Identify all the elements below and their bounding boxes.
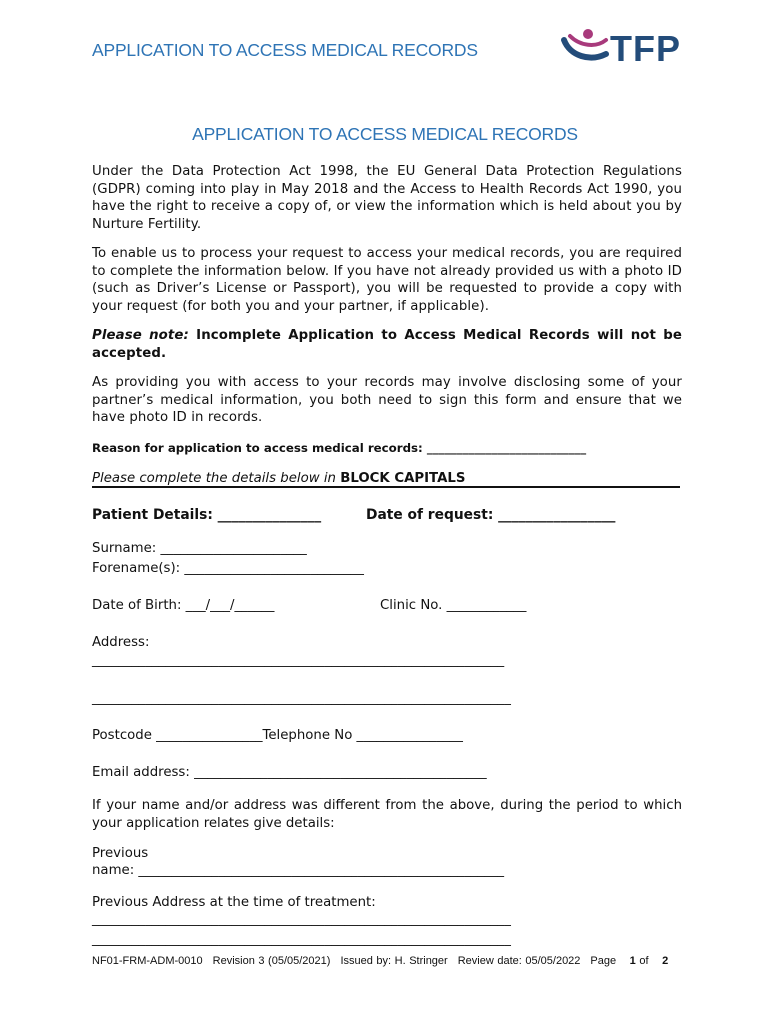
surname-field[interactable]: Surname: ______________________ (92, 541, 307, 556)
address-line-2[interactable]: _______________________________________________________________ (92, 691, 511, 706)
intro-paragraph: Under the Data Protection Act 1998, the EU General Data Protection Regulations (GDPR) coming into play in May 2018 and the Access to Health Records Act 1990, you have the right to receive a copy of, or view the information which is held about you by Nurture Fertility. (92, 164, 682, 232)
process-paragraph: To enable us to process your request to access your medical records, you are required to complete the information below. If you have not already provided us with a photo ID (such as Driver’s License or Passport), you will be requested to provide a copy with your request (for both you and your partner, if applicable). (92, 246, 682, 314)
address-label: Address: (92, 635, 150, 650)
previous-address-line-1[interactable]: _______________________________________________________________ (92, 912, 511, 927)
note-text: Incomplete Application to Access Medical Records will not be accepted. (92, 328, 682, 361)
footer-issued-by: Issued by: H. Stringer (340, 955, 448, 967)
note-label: Please note: (92, 328, 189, 343)
partner-paragraph: As providing you with access to your records may involve disclosing some of your partner’s medical information, you both need to sign this form and ensure that we have photo ID in records. (92, 375, 682, 425)
previous-name-field[interactable]: name: _______________________________________________________ (92, 863, 505, 878)
note-paragraph (92, 327, 682, 362)
page-of: of (635, 955, 653, 967)
reason-field[interactable]: Reason for application to access medical records: ___________________________ (92, 441, 587, 455)
page-current: 1 (629, 955, 636, 967)
section-divider (92, 486, 680, 488)
address-line-1[interactable]: ______________________________________________________________ (92, 653, 505, 668)
forename-field[interactable]: Forename(s): ___________________________ (92, 561, 364, 576)
patient-details-field[interactable]: Patient Details: _______________ (92, 507, 322, 523)
name-change-instruction: If your name and/or address was different from the above, during the period to which your application relates give details: (92, 798, 682, 831)
date-of-birth-field[interactable]: Date of Birth: ___/___/______ (92, 598, 275, 613)
previous-address-label: Previous Address at the time of treatment: (92, 895, 376, 910)
email-field[interactable]: Email address: ____________________________________________ (92, 765, 487, 780)
date-of-request-field[interactable]: Date of request: _________________ (366, 507, 616, 523)
previous-label: Previous (92, 846, 149, 861)
footer-review-date: Review date: 05/05/2022 (457, 955, 581, 967)
postcode-telephone-field[interactable]: Postcode ________________Telephone No ________________ (92, 728, 463, 743)
page-prefix: Page (590, 955, 620, 967)
clinic-number-field[interactable]: Clinic No. ____________ (380, 598, 527, 613)
block-capitals-label: BLOCK CAPITALS (340, 471, 466, 486)
footer-revision: Revision 3 (05/05/2021) (212, 955, 331, 967)
tfp-logo-text: TFP (610, 28, 681, 69)
footer (92, 955, 668, 967)
previous-address-line-2[interactable]: _______________________________________________________________ (92, 932, 511, 947)
page-total: 2 (662, 955, 669, 967)
footer-page-number (590, 955, 668, 967)
block-capitals-instruction (92, 470, 465, 487)
header-title: APPLICATION TO ACCESS MEDICAL RECORDS (92, 40, 478, 60)
block-capitals-prefix: Please complete the details below in (92, 471, 341, 486)
footer-ref: NF01-FRM-ADM-0010 (92, 955, 203, 967)
document-title: APPLICATION TO ACCESS MEDICAL RECORDS (192, 124, 578, 144)
